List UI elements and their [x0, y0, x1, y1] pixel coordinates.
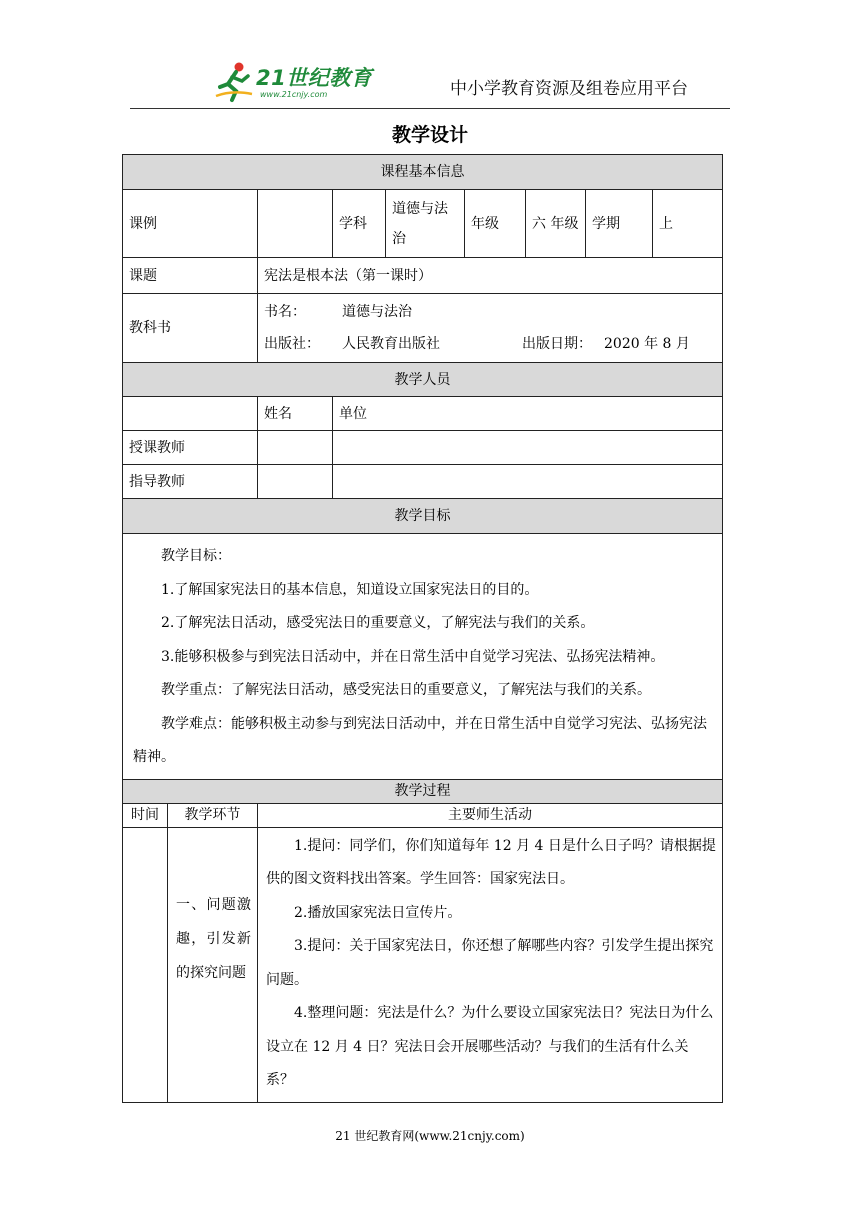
subject-value: 道德与法治: [386, 190, 465, 258]
staff-unit: [333, 465, 723, 499]
document-title: 教学设计: [391, 124, 468, 146]
col-stage-header: 教学环节: [168, 803, 258, 827]
publisher-label: 出版社：: [264, 336, 320, 352]
goal-line: 3.能够积极参与到宪法日活动中，并在日常生活中自觉学习宪法、弘扬宪法精神。: [161, 648, 665, 665]
staff-role: 授课教师: [123, 431, 258, 465]
process-activities: [258, 827, 723, 1102]
process-stage: 一、问题激趣，引发新的探究问题: [168, 827, 258, 1102]
publisher-line: [264, 328, 716, 360]
col-activity-header: 主要师生活动: [258, 803, 723, 827]
subject-label: 学科: [333, 190, 386, 258]
goal-line: 2.了解宪法日活动，感受宪法日的重要意义，了解宪法与我们的关系。: [161, 615, 595, 631]
staff-role-header: [123, 397, 258, 431]
goals-content: [123, 534, 723, 780]
col-time-header: 时间: [123, 803, 168, 827]
section-goals: 教学目标: [123, 499, 723, 534]
pub-date-value: 2020 年 8 月: [604, 336, 690, 352]
logo: [212, 60, 373, 104]
staff-role: 指导教师: [123, 465, 258, 499]
book-name-line: [264, 296, 716, 328]
term-value: 上: [653, 190, 723, 258]
staff-name: [258, 465, 333, 499]
goal-line: 1.了解国家宪法日的基本信息，知道设立国家宪法日的目的。: [161, 581, 539, 598]
activity-item: 4.整理问题：宪法是什么？为什么要设立国家宪法日？宪法日为什么设立在 12 月 4 日？宪法日会开展哪些活动？与我们的生活有什么关系？: [266, 1005, 714, 1088]
staff-unit: [333, 431, 723, 465]
process-row: [123, 827, 723, 1102]
textbook-details: [258, 294, 723, 363]
goal-line: 教学目标：: [161, 548, 231, 564]
process-time: [123, 827, 168, 1102]
staff-name: [258, 431, 333, 465]
grade-label: 年级: [465, 190, 526, 258]
lesson-plan-table: [122, 154, 723, 1103]
activity-item: 1.提问：同学们，你们知道每年 12 月 4 日是什么日子吗？请根据提供的图文资料找出答案。学生回答：国家宪法日。: [266, 837, 716, 887]
platform-title: 中小学教育资源及组卷应用平台: [450, 79, 688, 99]
logo-url: www.21cnjy.com: [260, 90, 328, 99]
textbook-label: 教科书: [123, 294, 258, 363]
section-staff: 教学人员: [123, 363, 723, 397]
activity-item: 2.播放国家宪法日宣传片。: [294, 904, 462, 921]
staff-row: [123, 465, 723, 499]
book-name-value: 道德与法治: [342, 304, 412, 320]
staff-row: [123, 431, 723, 465]
page-footer: 21 世纪教育网(www.21cnjy.com): [335, 1129, 525, 1143]
staff-name-header: 姓名: [258, 397, 333, 431]
logo-text: 21世纪教育: [256, 66, 373, 90]
activity-item: 3.提问：关于国家宪法日，你还想了解哪些内容？引发学生提出探究问题。: [266, 938, 714, 988]
goal-line: 教学难点：能够积极主动参与到宪法日活动中，并在日常生活中自觉学习宪法、弘扬宪法精神。: [133, 715, 707, 765]
publisher-value: 人民教育出版社: [342, 336, 440, 352]
topic-label: 课题: [123, 258, 258, 294]
goal-line: 教学重点：了解宪法日活动，感受宪法日的重要意义，了解宪法与我们的关系。: [161, 682, 651, 698]
staff-unit-header: 单位: [333, 397, 723, 431]
topic-value: 宪法是根本法（第一课时）: [258, 258, 723, 294]
term-label: 学期: [586, 190, 653, 258]
page-header: [130, 58, 730, 109]
lesson-value: [258, 190, 333, 258]
book-name-label: 书名：: [264, 304, 306, 320]
runner-logo-icon: [212, 60, 256, 104]
pub-date-label: 出版日期：: [522, 336, 592, 352]
section-basic-info: 课程基本信息: [123, 155, 723, 190]
section-process: 教学过程: [123, 779, 723, 803]
grade-value: 六 年级: [526, 190, 586, 258]
lesson-label: 课例: [123, 190, 258, 258]
